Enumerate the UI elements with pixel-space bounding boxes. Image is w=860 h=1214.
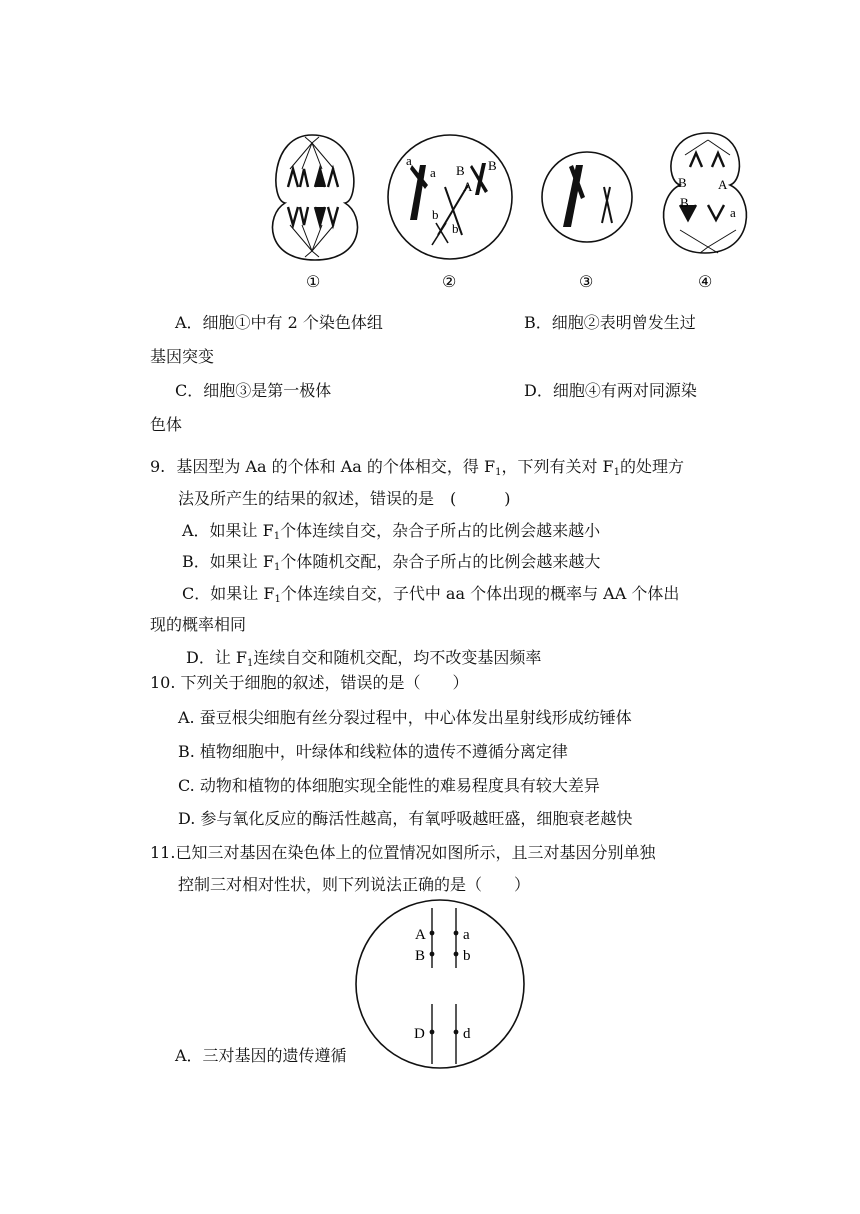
cell-2-diagram <box>388 135 512 259</box>
q10-option-c: C. 动物和植物的体细胞实现全能性的难易程度具有较大差异 <box>178 776 600 795</box>
cell-4-label: ④ <box>698 274 713 291</box>
cell-4-diagram <box>664 133 747 253</box>
gene-label-A: A <box>415 927 426 943</box>
question-number: 9. <box>150 457 166 476</box>
q9-option-a: A．如果让 $F_1$个体连续自交，杂合子所占的比例会越来越小 <box>182 521 601 542</box>
gene-label-b: b <box>463 948 471 964</box>
q9-option-b: B．如果让 $F_1$个体随机交配，杂合子所占的比例会越来越大 <box>182 552 601 573</box>
q11-stem: 11.已知三对基因在染色体上的位置情况如图所示，且三对基因分别单独 <box>150 843 656 862</box>
q11-stem-line2: 控制三对相对性状，则下列说法正确的是（ ） <box>178 875 531 894</box>
cell-4-gene-label: a <box>730 205 736 220</box>
q10-option-d: D. 参与氧化反应的酶活性越高，有氧呼吸越旺盛，细胞衰老越快 <box>178 809 633 828</box>
q10-option-b: B. 植物细胞中，叶绿体和线粒体的遗传不遵循分离定律 <box>178 742 568 761</box>
cell-2-gene-label: b <box>432 207 439 222</box>
cell-1-label: ① <box>306 274 321 291</box>
cell-2-gene-label: b <box>452 221 459 236</box>
q9-stem-line2: 法及所产生的结果的叙述，错误的是 ( ) <box>178 489 511 508</box>
q10-stem: 10. 下列关于细胞的叙述，错误的是（ ） <box>150 673 469 692</box>
cell-2-gene-label: B <box>488 158 497 173</box>
q9-stem: 9. 基因型为 Aa 的个体和 Aa 的个体相交，得 $F_1$，下列有关对 $F_1$的处理方 <box>150 457 685 478</box>
q8-option-c: C．细胞③是第一极体 <box>175 381 332 400</box>
cell-2-gene-label: a <box>430 165 436 180</box>
cell-3-diagram <box>542 152 632 242</box>
cell-4-gene-label: A <box>718 177 728 192</box>
cell-4-gene-label: B <box>678 175 687 190</box>
cell-2-gene-label: a <box>406 153 412 168</box>
cell-2-gene-label: A <box>463 179 473 194</box>
gene-label-B: B <box>415 948 426 964</box>
cell-2-label: ② <box>442 274 457 291</box>
q8-option-b-wrap: 基因突变 <box>150 347 215 366</box>
q8-option-d-wrap: 色体 <box>150 415 183 434</box>
q8-option-b: B．细胞②表明曾发生过 <box>524 313 696 332</box>
cell-division-figure <box>260 125 750 295</box>
q8-option-d: D．细胞④有两对同源染 <box>524 381 697 400</box>
q11-option-a: A．三对基因的遗传遵循 <box>175 1046 347 1065</box>
cell-4-gene-label: B <box>680 195 689 210</box>
q9-option-c: C．如果让 $F_1$个体连续自交，子代中 aa 个体出现的概率与 AA 个体出 <box>182 584 680 605</box>
gene-label-D: D <box>414 1026 425 1042</box>
cell-3-label: ③ <box>579 274 594 291</box>
chromosome-gene-diagram <box>355 896 525 1074</box>
gene-label-d: d <box>463 1026 471 1042</box>
cell-1-diagram <box>273 135 358 260</box>
q9-option-c-wrap: 现的概率相同 <box>150 615 247 634</box>
gene-label-a: a <box>463 927 470 943</box>
q8-option-a: A．细胞①中有 2 个染色体组 <box>175 313 383 332</box>
q10-option-a: A. 蚕豆根尖细胞有丝分裂过程中，中心体发出星射线形成纺锤体 <box>178 708 632 727</box>
cell-2-gene-label: B <box>456 163 465 178</box>
q9-option-d: D．让 $F_1$连续自交和随机交配，均不改变基因频率 <box>186 648 542 669</box>
